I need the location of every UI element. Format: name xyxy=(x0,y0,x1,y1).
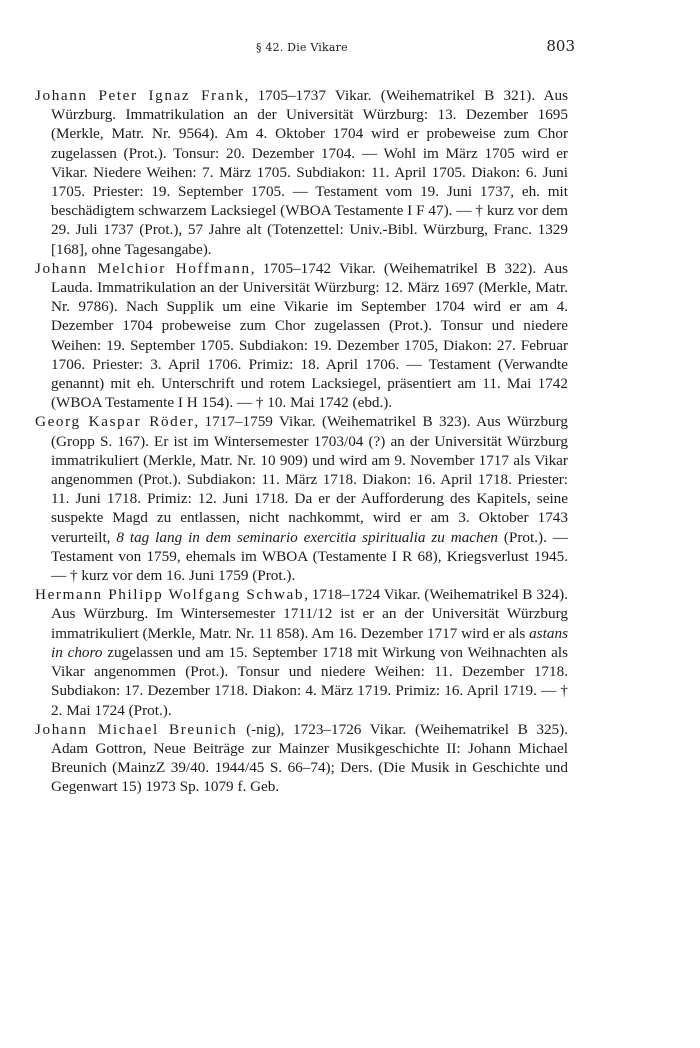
person-name: Johann Melchior Hoffmann xyxy=(35,259,251,277)
entry-text: , 1705–1742 Vikar. (Weihematrikel B 322). Aus Lauda. Immatrikulation an der Universität Würzburg: 12. März 1697 (Merkle, Matr. Nr. 9786). Nach Supplik um eine Vikarie im September 1704 wird er am 4. Dezember 1704 probeweise zum Chor zugelassen (Prot.). Tonsur und niedere Weihen: 19. September 1705. Subdiakon: 19. Dezember 1705, Diakon: 27. Februar 1706. Priester: 3. April 1706. Primiz: 18. April 1706. — Testament (Verwandte genannt) mit eh. Unterschrift und rotem Lacksiegel, präsentiert am 11. Mai 1742 (WBOA Testamente I H 154). — † 10. Mai 1742 (ebd.). xyxy=(51,259,568,412)
latin-quote: 8 tag lang in dem seminario exercitia spiritualia zu machen xyxy=(116,528,498,546)
entry-text: zugelassen und am 15. September 1718 mit Wirkung von Weihnachten als Vikar angenommen (Prot.). Tonsur und niedere Weihen: 11. Dezember 1718. Subdiakon: 17. Dezember 1718. Diakon: 4. März 1719. Primiz: 16. April 1719. — † 2. Mai 1724 (Prot.). xyxy=(51,643,568,719)
biography-entry xyxy=(35,585,568,719)
biography-entry xyxy=(35,86,568,259)
person-name: Johann Michael Breunich xyxy=(35,720,238,738)
running-head: § 42. Die Vikare xyxy=(256,41,348,54)
page-body xyxy=(35,86,568,797)
entry-text: (Prot.). — Testament von 1759, ehemals im WBOA (Testamente I R 68), Kriegsverlust 1945. — † kurz vor dem 16. Juni 1759 (Prot.). xyxy=(51,528,568,585)
page-number: 803 xyxy=(546,37,575,55)
biography-entry xyxy=(35,412,568,585)
person-name: Georg Kaspar Röder xyxy=(35,413,195,431)
biography-entry xyxy=(35,720,568,797)
entry-text: , 1717–1759 Vikar. (Weihematrikel B 323). Aus Würzburg (Gropp S. 167). Er ist im Wintersemester 1703/04 (?) an der Universität Würzburg immatrikuliert (Merkle, Matr. Nr. 10 909) und wird am 9. November 1717 als Vikar angenommen (Prot.). Subdiakon: 11. März 1718. Diakon: 16. April 1718. Priester: 11. Juni 1718. Primiz: 12. Juni 1718. Da er der Aufforderung des Kapitels, seine suspekte Magd zu entlassen, nicht nachkommt, wird er am 3. Oktober 1743 verurteilt, xyxy=(51,413,569,546)
biography-entry xyxy=(35,259,568,413)
latin-phrase: astans in choro xyxy=(51,624,568,661)
entry-text: , 1705–1737 Vikar. (Weihematrikel B 321). Aus Würzburg. Immatrikulation an der Universität Würzburg: 13. Dezember 1695 (Merkle, Matr. Nr. 9564). Am 4. Oktober 1704 wird er probeweise zum Chor zugelassen (Prot.). Tonsur: 20. Dezember 1704. — Wohl im März 1705 wird er Vikar. Niedere Weihen: 7. März 1705. Subdiakon: 11. April 1705. Diakon: 6. Juni 1705. Priester: 19. September 1705. — Testament vom 19. Juni 1737, eh. mit beschädigtem schwarzem Lacksiegel (WBOA Testamente I F 47). — † kurz vor dem 29. Juli 1737 (Prot.), 57 Jahre alt (Totenzettel: Univ.-Bibl. Würzburg, Franc. 1329 [168], ohne Tagesangabe). xyxy=(51,87,569,258)
person-name: Johann Peter Ignaz Frank xyxy=(35,87,245,104)
person-name: Hermann Philipp Wolfgang Schwab xyxy=(35,586,305,604)
entry-text: (-nig), 1723–1726 Vikar. (Weihematrikel B 325). Adam Gottron, Neue Beiträge zur Mainzer Musikgeschichte II: Johann Michael Breunich (MainzZ 39/40. 1944/45 S. 66–74); Ders. (Die Musik in Geschichte und Gegenwart 15) 1973 Sp. 1079 f. Geb. xyxy=(51,720,568,796)
entry-text: , 1718–1724 Vikar. (Weihematrikel B 324). Aus Würzburg. Im Wintersemester 1711/12 ist er an der Universität Würzburg immatrikuliert (Merkle, Matr. Nr. 11 858). Am 16. Dezember 1717 wird er als xyxy=(51,586,568,642)
